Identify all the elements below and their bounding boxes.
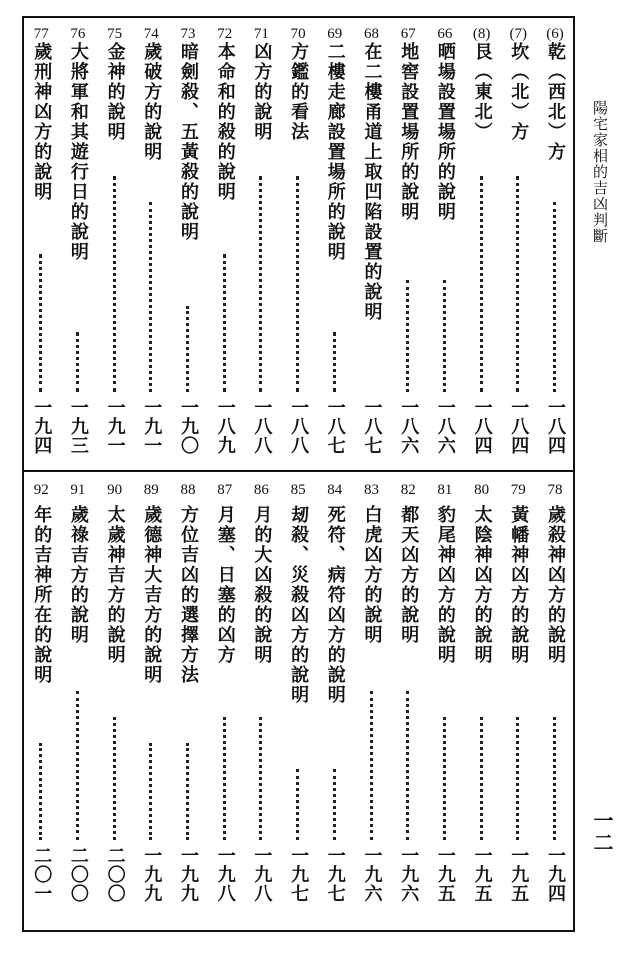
leader-dots: [149, 743, 152, 840]
toc-entry-page: 一九八: [214, 846, 236, 903]
toc-entry[interactable]: [171, 482, 205, 916]
toc-entry-page: 一八六: [398, 398, 420, 455]
toc-entry[interactable]: [24, 482, 58, 916]
toc-entry-title: 死符、病符凶方的說明: [324, 505, 346, 705]
toc-entry-number: 90: [107, 482, 123, 498]
leader-dots: [370, 691, 373, 840]
toc-entry[interactable]: [318, 26, 352, 468]
toc-entry-number: 80: [474, 482, 490, 498]
toc-entry[interactable]: [98, 482, 132, 916]
leader-dots: [113, 176, 116, 392]
toc-entry[interactable]: [208, 26, 242, 468]
toc-entry-page: 一九九: [141, 846, 163, 903]
toc-entry[interactable]: [61, 482, 95, 916]
toc-entry-number: 91: [70, 482, 86, 498]
toc-entry[interactable]: [61, 26, 95, 468]
toc-entry[interactable]: [501, 482, 535, 916]
toc-entry-page: 一八六: [434, 398, 456, 455]
toc-entry-title: 地窖設置場所的說明: [398, 42, 420, 222]
toc-entry-number: 85: [290, 482, 306, 498]
toc-entry-title: 大將軍和其遊行日的說明: [67, 42, 89, 262]
leader-dots: [76, 691, 79, 840]
toc-entry[interactable]: [428, 26, 462, 468]
toc-entry-number: 69: [327, 26, 343, 42]
toc-entry-number: 68: [364, 26, 379, 42]
toc-entry-page: 二〇一: [31, 846, 53, 903]
toc-entry-title: 在二樓甬道上取凹陷設置的說明: [361, 42, 383, 322]
toc-entry-title: 太歲神吉方的說明: [104, 505, 126, 665]
toc-entry-page: 一八七: [324, 398, 346, 455]
leader-dots: [516, 176, 519, 392]
toc-entry-number: 71: [253, 26, 269, 42]
toc-entry-page: 一九三: [67, 398, 89, 455]
toc-entry-number: 77: [33, 26, 49, 42]
leader-dots: [333, 332, 336, 392]
toc-entry[interactable]: [171, 26, 205, 468]
toc-entry[interactable]: [428, 482, 462, 916]
toc-entry-title: 金神的說明: [104, 42, 126, 142]
toc-entry[interactable]: [244, 482, 278, 916]
toc-entry-number: 74: [143, 26, 159, 42]
toc-entry-title: 年的吉神所在的說明: [31, 505, 53, 685]
leader-dots: [39, 743, 42, 840]
leader-dots: [186, 743, 189, 840]
toc-entry-number: (8): [472, 26, 491, 42]
toc-entry-page: 一九八: [251, 846, 273, 903]
toc-entry-title: 暗劍殺、五黃殺的說明: [178, 42, 199, 242]
toc-entry-number: 76: [70, 26, 86, 42]
toc-entry[interactable]: [538, 26, 572, 468]
leader-dots: [296, 769, 299, 840]
toc-entry-number: 82: [400, 482, 416, 498]
leader-dots: [516, 717, 519, 840]
leader-dots: [186, 306, 189, 392]
toc-entry-number: 89: [143, 482, 159, 498]
toc-entry[interactable]: [24, 26, 58, 468]
leader-dots: [553, 717, 556, 840]
toc-entry-title: 艮（東北）: [471, 42, 493, 142]
leader-dots: [259, 176, 262, 392]
toc-entry-number: 87: [217, 482, 233, 498]
leader-dots: [406, 691, 409, 840]
toc-entry-number: 72: [217, 26, 233, 42]
leader-dots: [443, 717, 446, 840]
leader-dots: [223, 717, 226, 840]
leader-dots: [480, 717, 483, 840]
toc-entry[interactable]: [355, 26, 389, 468]
toc-entry[interactable]: [501, 26, 535, 468]
toc-entry-page: 一九七: [324, 846, 346, 903]
toc-entry-title: 歲殺神凶方的說明: [545, 505, 566, 665]
toc-entry-title: 黃幡神凶方的說明: [508, 505, 530, 665]
toc-entry-title: 歲祿吉方的說明: [67, 505, 89, 645]
toc-entry-title: 刼殺、災殺凶方的說明: [288, 505, 310, 705]
toc-entry-page: 一八九: [214, 398, 236, 455]
toc-entry-page: 一九〇: [178, 398, 199, 455]
toc-entry[interactable]: [391, 482, 425, 916]
toc-entry-page: 一八四: [471, 398, 493, 455]
leader-dots: [480, 176, 483, 392]
toc-entry-title: 歲破方的說明: [141, 42, 163, 162]
leader-dots: [296, 176, 299, 392]
toc-entry-page: 一九六: [361, 846, 383, 903]
toc-entry[interactable]: [281, 26, 315, 468]
toc-entry-title: 都天凶方的說明: [398, 505, 420, 645]
toc-entry-page: 一八八: [251, 398, 273, 455]
toc-entry-title: 太陰神凶方的說明: [471, 505, 493, 665]
toc-entry-number: 86: [253, 482, 269, 498]
toc-entry-title: 歲刑神凶方的說明: [31, 42, 53, 202]
toc-entry-page: 一八八: [288, 398, 310, 455]
toc-entry[interactable]: [538, 482, 572, 916]
toc-entry-page: 一九四: [31, 398, 53, 455]
toc-entry-page: 一九五: [471, 846, 493, 903]
toc-entry-number: 67: [400, 26, 416, 42]
toc-entry-number: 78: [547, 482, 563, 498]
toc-entry-title: 二樓走廊設置場所的說明: [324, 42, 346, 262]
leader-dots: [406, 280, 409, 392]
leader-dots: [223, 254, 226, 392]
toc-entry-number: 73: [180, 26, 196, 42]
toc-entry-page: 一九九: [178, 846, 199, 903]
toc-entry-title: 歲德神大吉方的說明: [141, 505, 163, 685]
toc-entry-title: 乾（西北）方: [545, 42, 566, 162]
toc-entry-number: 92: [33, 482, 49, 498]
toc-entry-page: 一八四: [545, 398, 566, 455]
leader-dots: [553, 202, 556, 392]
toc-entry-title: 月塞、日塞的凶方: [214, 505, 236, 665]
leader-dots: [76, 332, 79, 392]
toc-entry-page: 一九五: [434, 846, 456, 903]
toc-entry-title: 豹尾神凶方的說明: [434, 505, 456, 665]
toc-entry[interactable]: [208, 482, 242, 916]
leader-dots: [443, 280, 446, 392]
toc-entry-number: 83: [364, 482, 379, 498]
toc-entry[interactable]: [134, 26, 168, 468]
toc-entry-title: 月的大凶殺的說明: [251, 505, 273, 665]
toc-entry-number: 81: [437, 482, 453, 498]
toc-entry-page: 一九一: [141, 398, 163, 455]
toc-entry-page: 一九七: [288, 846, 310, 903]
toc-entry-page: 二〇〇: [67, 846, 89, 903]
toc-entry[interactable]: [244, 26, 278, 468]
toc-entry-page: 一九四: [545, 846, 566, 903]
section-divider: [22, 470, 575, 472]
toc-entry-title: 方鑑的看法: [288, 42, 310, 142]
leader-dots: [39, 254, 42, 392]
toc-entry-page: 一九五: [508, 846, 530, 903]
toc-entry-title: 坎（北）方: [508, 42, 530, 142]
toc-entry-number: 84: [327, 482, 343, 498]
toc-entry[interactable]: [465, 482, 499, 916]
page-number: 一二: [590, 810, 614, 854]
toc-entry[interactable]: [355, 482, 389, 916]
toc-entry-title: 晒場設置場所的說明: [434, 42, 456, 222]
toc-entry-page: 一九一: [104, 398, 126, 455]
toc-entry-page: 一九六: [398, 846, 420, 903]
toc-entry-number: 75: [107, 26, 123, 42]
toc-entry[interactable]: [465, 26, 499, 468]
running-header: 陽宅家相的吉凶判斷: [591, 100, 609, 244]
toc-entry-title: 本命和的殺的說明: [214, 42, 236, 202]
toc-entry-title: 方位吉凶的選擇方法: [178, 505, 199, 685]
leader-dots: [149, 202, 152, 392]
toc-entry-page: 一八四: [508, 398, 530, 455]
toc-entry-number: (7): [509, 26, 528, 42]
toc-entry-number: 88: [180, 482, 196, 498]
toc-entry-number: 70: [290, 26, 306, 42]
toc-entry-title: 白虎凶方的說明: [361, 505, 383, 645]
toc-entry-title: 凶方的說明: [251, 42, 273, 142]
toc-entry[interactable]: [391, 26, 425, 468]
toc-entry[interactable]: [318, 482, 352, 916]
leader-dots: [259, 717, 262, 840]
leader-dots: [113, 717, 116, 840]
toc-entry-page: 一八七: [361, 398, 383, 455]
toc-entry-page: 二〇〇: [104, 846, 126, 903]
toc-entry[interactable]: [98, 26, 132, 468]
toc-entry-number: 79: [510, 482, 526, 498]
leader-dots: [333, 769, 336, 840]
toc-entry[interactable]: [281, 482, 315, 916]
toc-entry-number: 66: [437, 26, 453, 42]
toc-entry[interactable]: [134, 482, 168, 916]
toc-entry-number: (6): [546, 26, 564, 42]
